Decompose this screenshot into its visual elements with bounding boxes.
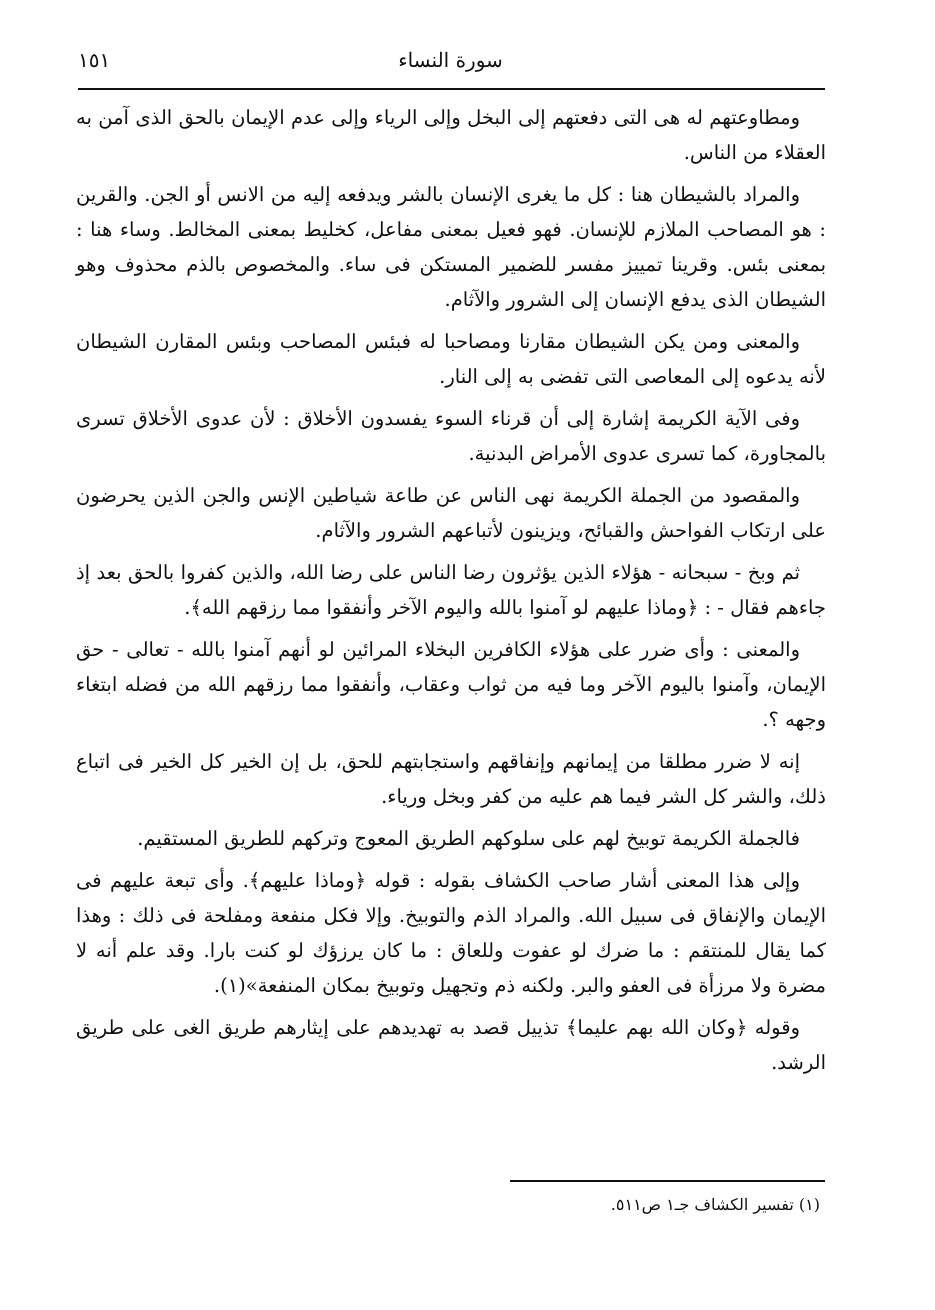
paragraph: ومطاوعتهم له هى التى دفعتهم إلى البخل وإلى الرياء وإلى عدم الإيمان بالحق الذى آمن به العقلاء من الناس. <box>76 106 826 164</box>
paragraph: والمعنى : وأى ضرر على هؤلاء الكافرين البخلاء المرائين لو أنهم آمنوا بالله - تعالى - حق الإيمان، وآمنوا باليوم الآخر وما فيه من ثواب وعقاب، وأنفقوا مما رزقهم الله من فضله ابتغاء وجهه ؟. <box>76 638 826 731</box>
header-divider <box>78 88 825 90</box>
footnote-divider <box>510 1180 825 1182</box>
page-header <box>78 42 823 82</box>
page-number: ١٥١ <box>78 48 111 72</box>
paragraph: ثم وبخ - سبحانه - هؤلاء الذين يؤثرون رضا الناس على رضا الله، والذين كفروا بالحق بعد إذ جاءهم فقال - : ﴿وماذا عليهم لو آمنوا بالله واليوم الآخر وأنفقوا مما رزقهم الله﴾. <box>76 561 826 619</box>
paragraph: والمراد بالشيطان هنا : كل ما يغرى الإنسان بالشر ويدفعه إليه من الانس أو الجن. والقرين : هو المصاحب الملازم للإنسان. فهو فعيل بمعنى مفاعل، كخليط بمعنى المخالط. وساء هنا : بمعنى بئس. وقرينا تمييز مفسر للضمير المستكن فى ساء. والمخصوص بالذم محذوف وهو الشيطان الذى يدفع الإنسان إلى الشرور والآثام. <box>76 183 826 311</box>
footnote: (١) تفسير الكشاف جـ١ ص٥١١. <box>610 1195 820 1214</box>
paragraph: فالجملة الكريمة توبيخ لهم على سلوكهم الطريق المعوج وتركهم للطريق المستقيم. <box>137 827 800 850</box>
paragraph: وفى الآية الكريمة إشارة إلى أن قرناء السوء يفسدون الأخلاق : لأن عدوى الأخلاق تسرى بالمجاورة، كما تسرى عدوى الأمراض البدنية. <box>76 407 826 465</box>
paragraph: وإلى هذا المعنى أشار صاحب الكشاف بقوله : قوله ﴿وماذا عليهم﴾. وأى تبعة عليهم فى الإيمان والإنفاق فى سبيل الله. والمراد الذم والتوبيخ. وإلا فكل منفعة ومفلحة فى ذلك : وهذا كما يقال للمنتقم : ما ضرك لو عفوت وللعاق : ما كان يرزؤك لو كنت بارا. وقد علم أنه لا مضرة ولا مرزأة فى العفو والبر. ولكنه ذم وتجهيل وتوبيخ بمكان المنفعة»(١). <box>76 869 826 997</box>
surah-title: سورة النساء <box>398 48 503 72</box>
paragraph: والمقصود من الجملة الكريمة نهى الناس عن طاعة شياطين الإنس والجن الذين يحرضون على ارتكاب الفواحش والقبائح، ويزينون لأتباعهم الشرور والآثام. <box>76 484 826 542</box>
paragraph: والمعنى ومن يكن الشيطان مقارنا ومصاحبا له فبئس المصاحب وبئس المقارن الشيطان لأنه يدعوه إلى المعاصى التى تفضى به إلى النار. <box>76 330 826 388</box>
paragraph: وقوله ﴿وكان الله بهم عليما﴾ تذييل قصد به تهديدهم على إيثارهم طريق الغى على طريق الرشد. <box>76 1016 826 1074</box>
main-text <box>76 100 826 1087</box>
paragraph: إنه لا ضرر مطلقا من إيمانهم وإنفاقهم واستجابتهم للحق، بل إن الخير كل الخير فى اتباع ذلك، والشر كل الشر فيما هم عليه من كفر وبخل ورياء. <box>76 750 826 808</box>
